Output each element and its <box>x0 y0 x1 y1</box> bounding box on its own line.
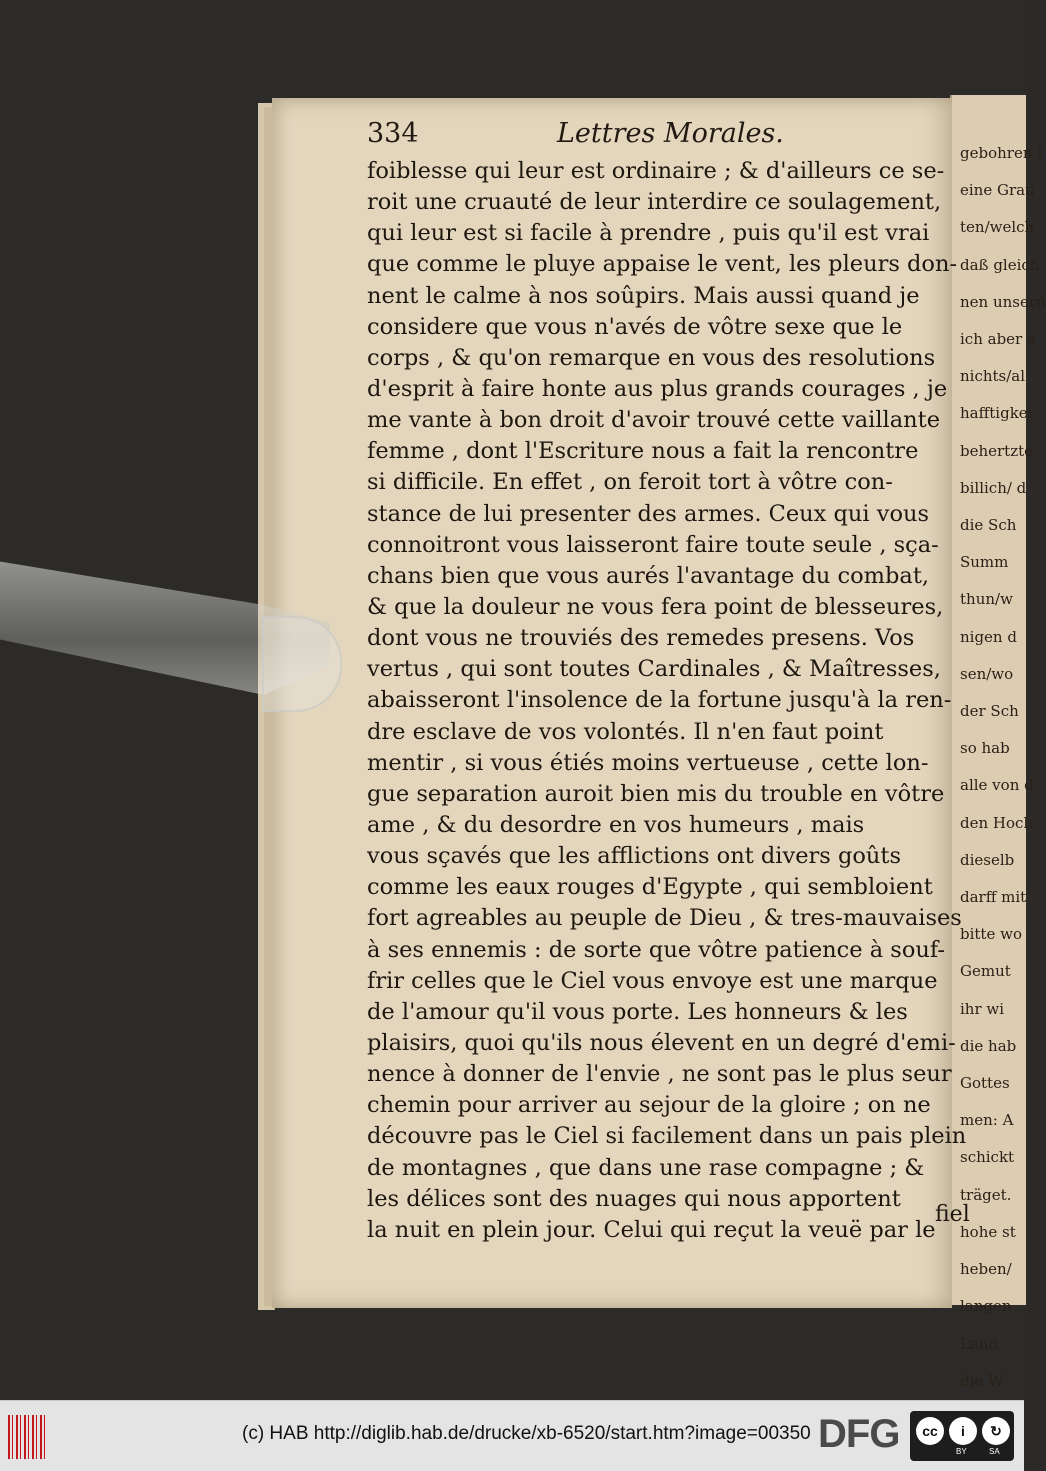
facing-page-line: ihr wi <box>960 999 1005 1018</box>
text-line: que comme le pluye appaise le vent, les pleurs don- <box>367 251 958 278</box>
text-line: chemin pour arriver au sejour de la gloire ; on ne <box>367 1092 931 1119</box>
facing-page-line: heben/ <box>960 1260 1012 1279</box>
running-title: Lettres Morales. <box>557 118 784 149</box>
facing-page-line: hohe st <box>960 1222 1016 1241</box>
text-line: vertus , qui sont toutes Cardinales , & Maîtresses, <box>367 656 941 683</box>
text-line: roit une cruauté de leur interdire ce soulagement, <box>367 189 942 216</box>
text-line: comme les eaux rouges d'Egypte , qui sembloient <box>367 874 933 901</box>
facing-page-line: darff mit <box>960 888 1027 907</box>
text-line: d'esprit à faire honte aus plus grands courages , je <box>367 375 948 402</box>
text-line: vous sçavés que les afflictions ont divers goûts <box>367 843 902 870</box>
facing-page-line: eine Grau <box>960 181 1035 200</box>
text-line: plaisirs, quoi qu'ils nous élevent en un degré d'emi- <box>367 1029 956 1056</box>
text-line: connoitront vous laisseront faire toute seule , sça- <box>367 531 939 558</box>
facing-page-line: so hab <box>960 739 1010 758</box>
text-line: ame , & du desordre en vos humeurs , mais <box>367 811 865 838</box>
text-line: fort agreables au peuple de Dieu , & tres-mauvaises <box>367 905 962 932</box>
facing-page-line: dieselb <box>960 850 1015 869</box>
book-page <box>272 98 970 1308</box>
text-line: foiblesse qui leur est ordinaire ; & d'ailleurs ce se- <box>367 158 945 184</box>
facing-page-line: daß gleich <box>960 255 1040 274</box>
text-line: découvre pas le Ciel si facilement dans un pais plein <box>367 1123 967 1150</box>
facing-page-line: die Sch <box>960 516 1017 535</box>
text-line: & que la douleur ne vous fera point de blesseures, <box>367 593 944 620</box>
viewer-footer <box>0 1400 1024 1471</box>
text-line: femme , dont l'Escriture nous a fait la rencontre <box>367 438 919 465</box>
facing-page-line: Land <box>960 1334 999 1353</box>
facing-page-line: ich aber a <box>960 330 1036 349</box>
text-line: de montagnes , que dans une rase compagne ; & <box>367 1154 925 1181</box>
facing-page-line: nen unsern <box>960 292 1046 311</box>
text-line: si difficile. En effet , on feroit tort à vôtre con- <box>367 469 893 496</box>
text-line: mentir , si vous étiés moins vertueuse , cette lon- <box>367 749 929 776</box>
share-alike-icon: ↻ <box>982 1417 1010 1445</box>
facing-page-line: Gottes <box>960 1074 1010 1093</box>
copyright-link[interactable]: (c) HAB http://diglib.hab.de/drucke/xb-6520/start.htm?image=00350 <box>242 1423 811 1444</box>
facing-page-line: gebohren i <box>960 144 1043 162</box>
facing-page-line: die hab <box>960 1036 1017 1055</box>
text-line: dont vous ne trouviés des remedes presens. Vos <box>367 625 915 652</box>
text-line: frir celles que le Ciel vous envoye est une marque <box>367 967 938 994</box>
text-line: de l'amour qu'il vous porte. Les honneurs & les <box>367 998 908 1025</box>
text-line: stance de lui presenter des armes. Ceux qui vous <box>367 500 930 527</box>
cc-license-badge[interactable] <box>910 1411 1014 1461</box>
facing-page-line: sen/wo <box>960 664 1014 683</box>
facing-page-line: nigen d <box>960 627 1017 646</box>
facing-page-line: schickt <box>960 1148 1015 1167</box>
facing-page-line: die W <box>960 1371 1004 1390</box>
facing-page-line: men: A <box>960 1111 1014 1130</box>
cc-icon: cc <box>916 1417 944 1445</box>
facing-page-line: Summ <box>960 553 1009 572</box>
body-text <box>367 156 967 1246</box>
facing-page-line: Gemut <box>960 962 1011 981</box>
facing-page-line: träget. <box>960 1185 1012 1204</box>
dfg-logo[interactable]: DFG <box>818 1412 900 1456</box>
text-line: nence à donner de l'envie , ne sont pas le plus seur <box>367 1061 952 1088</box>
facing-page-line: behertzte <box>960 441 1034 460</box>
text-line: à ses ennemis : de sorte que vôtre patience à souf- <box>367 936 946 963</box>
page-header <box>367 118 907 152</box>
text-line: les délices sont des nuages qui nous apportent <box>367 1185 901 1212</box>
text-line: dre esclave de vos volontés. Il n'en faut point <box>367 718 884 745</box>
facing-page-line: alle von d <box>960 776 1034 795</box>
facing-page-line: nichts/al <box>960 367 1026 386</box>
facing-page-line: hafftigkei <box>960 404 1033 423</box>
text-line: corps , & qu'on remarque en vous des resolutions <box>367 344 936 371</box>
text-line: me vante à bon droit d'avoir trouvé cette vaillante <box>367 407 941 434</box>
page-number: 334 <box>367 118 419 149</box>
text-line: considere que vous n'avés de vôtre sexe que le <box>367 313 903 340</box>
facing-page-line: billich/ d <box>960 478 1027 497</box>
facing-page-line: bitte wo <box>960 925 1022 944</box>
attribution-icon: i <box>949 1417 977 1445</box>
facing-page-line: thun/w <box>960 590 1013 609</box>
text-line: chans bien que vous aurés l'avantage du combat, <box>367 562 930 589</box>
facing-page-line: der Sch <box>960 702 1019 721</box>
text-line: abaisseront l'insolence de la fortune jusqu'à la ren- <box>367 687 952 714</box>
catchword: fiel <box>935 1202 970 1227</box>
facing-page-line: ten/welch <box>960 218 1035 237</box>
cc-sa-label: SA <box>989 1447 1000 1456</box>
text-line: qui leur est si facile à prendre , puis qu'il est vrai <box>367 220 930 247</box>
facing-page-line: den Hoch <box>960 813 1034 832</box>
text-line: gue separation auroit bien mis du trouble en vôtre <box>367 780 945 807</box>
hab-barcode-logo-icon <box>8 1415 48 1459</box>
text-line: nent le calme à nos soûpirs. Mais aussi quand je <box>367 282 920 309</box>
text-line: la nuit en plein jour. Celui qui reçut la veuë par le <box>367 1216 936 1243</box>
cc-by-label: BY <box>956 1447 967 1456</box>
facing-page-line: langen <box>960 1297 1012 1316</box>
